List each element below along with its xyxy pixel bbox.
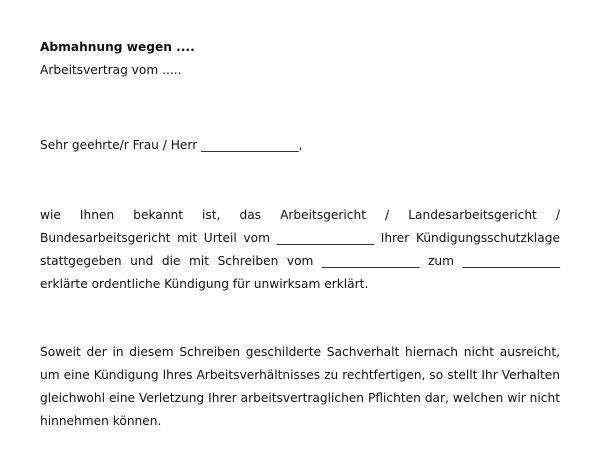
letter-salutation: Sehr geehrte/r Frau / Herr ________________, [40, 138, 303, 152]
paragraph-breach-of-duty [40, 341, 560, 433]
paragraph-line: stattgegeben und die mit Schreiben vom ________________ zum ________________ [40, 254, 560, 268]
paragraph-line: gleichwohl eine Verletzung Ihrer arbeitsvertraglichen Pflichten dar, welchen wir nicht [40, 391, 560, 405]
paragraph-line: erklärte ordentliche Kündigung für unwirksam erklärt. [40, 277, 369, 291]
letter-body [40, 36, 560, 433]
paragraph-line: hinnehmen können. [40, 414, 162, 428]
letter-subject: Abmahnung wegen .... [40, 40, 195, 54]
paragraph-line: wie Ihnen bekannt ist, das Arbeitsgericht / Landesarbeitsgericht / [40, 208, 560, 222]
paragraph-line: um eine Kündigung Ihres Arbeitsverhältnisses zu rechtfertigen, so stellt Ihr Verhalten [40, 368, 560, 382]
letter-reference: Arbeitsvertrag vom ..... [40, 63, 182, 77]
paragraph-line: Soweit der in diesem Schreiben geschilderte Sachverhalt hiernach nicht ausreicht, [40, 345, 560, 359]
paragraph-line: Bundesarbeitsgericht mit Urteil vom ________________ Ihrer Kündigungsschutzklage [40, 231, 560, 245]
paragraph-court-ruling [40, 204, 560, 296]
